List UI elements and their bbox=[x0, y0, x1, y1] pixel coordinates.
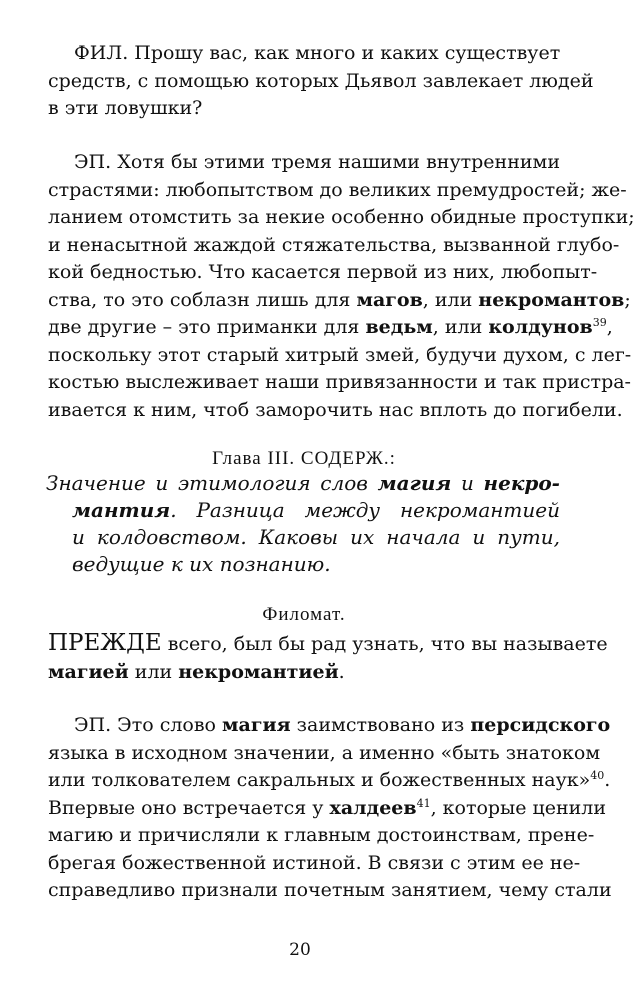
text-line: справедливо признали почетным занятием, чему стали bbox=[48, 879, 612, 901]
text-line: две другие – это приманки для ведьм, или колдунов$^{39}$, bbox=[48, 316, 613, 338]
bold-term: мантия bbox=[72, 498, 171, 522]
bold-term: халдеев bbox=[329, 796, 417, 819]
text-line: страстями: любопытством до великих премудростей; же- bbox=[48, 178, 627, 201]
footnote-ref: 39 bbox=[592, 316, 607, 329]
bold-term: персидского bbox=[470, 714, 611, 736]
text-line: Впервые оно встречается у халдеев$^{41}$, которые ценили bbox=[48, 796, 607, 819]
bold-term: некро- bbox=[483, 471, 560, 495]
text-line: магию и причисляли к главным достоинствам, прене- bbox=[48, 824, 595, 846]
bold-term: некромантов bbox=[478, 288, 625, 311]
text-line: или толкователем сакральных и божественных наук»$^{40}$. bbox=[48, 769, 611, 791]
text-line: средств, с помощью которых Дьявол завлекает людей bbox=[48, 69, 594, 92]
text-line: и колдовством. Каковы их начала и пути, bbox=[72, 525, 560, 549]
text-line: магией или некромантией. bbox=[48, 660, 345, 683]
text-line: поскольку этот старый хитрый змей, будучи духом, с лег- bbox=[48, 343, 632, 366]
chapter-heading: Глава III. СОДЕРЖ.: bbox=[212, 448, 396, 469]
footnote-ref: 40 bbox=[590, 769, 605, 782]
text-line: ФИЛ. Прошу вас, как много и каких существует bbox=[74, 42, 561, 64]
paragraph-ep-answer bbox=[48, 149, 635, 424]
page-number: 20 bbox=[289, 940, 311, 960]
text-line: ивается к ним, чтоб заморочить нас вплоть до погибели. bbox=[48, 398, 623, 421]
paragraph-phil-request bbox=[48, 630, 608, 686]
bold-term: магия bbox=[222, 714, 291, 736]
text-line: языка в исходном значении, а именно «быть знатоком bbox=[48, 741, 601, 764]
bold-term: колдунов bbox=[488, 316, 593, 338]
text-line: ства, то это соблазн лишь для магов, или некромантов; bbox=[48, 288, 631, 311]
bold-term: ведьм bbox=[365, 316, 433, 338]
speaker-heading: Филомат. bbox=[262, 604, 346, 625]
text-line: брегая божественной истиной. В связи с этим ее не- bbox=[48, 851, 581, 874]
text-line: ведущие к их познанию. bbox=[72, 552, 331, 576]
footnote-ref: 41 bbox=[416, 796, 431, 810]
text-line: ланием отомстить за некие особенно обидные проступки; bbox=[48, 206, 635, 228]
text-line: в эти ловушки? bbox=[48, 97, 203, 119]
chapter-summary bbox=[46, 470, 560, 578]
bold-term: магией bbox=[48, 660, 129, 683]
text-line: мантия. Разница между некромантией bbox=[72, 498, 560, 522]
text-line: и ненасытной жаждой стяжательства, вызванной глубо- bbox=[48, 233, 620, 256]
text-line: костью выслеживает наши привязанности и так пристра- bbox=[48, 371, 631, 393]
text-line: ЭП. Это слово магия заимствовано из персидского bbox=[74, 714, 611, 736]
initial-word: ПРЕЖДЕ bbox=[48, 630, 162, 656]
text-line: Значение и этимология слов магия и некро- bbox=[46, 471, 560, 495]
bold-term: магов bbox=[356, 288, 423, 311]
bold-term: некромантией bbox=[178, 660, 339, 683]
text-line: ПРЕЖДЕ всего, был бы рад узнать, что вы называете bbox=[48, 630, 608, 656]
bold-term: магия bbox=[377, 471, 452, 495]
paragraph-phil-question bbox=[48, 40, 594, 123]
text-line: кой бедностью. Что касается первой из них, любопыт- bbox=[48, 261, 598, 283]
paragraph-ep-magic bbox=[48, 712, 612, 905]
text-line: ЭП. Хотя бы этими тремя нашими внутренними bbox=[74, 151, 560, 173]
